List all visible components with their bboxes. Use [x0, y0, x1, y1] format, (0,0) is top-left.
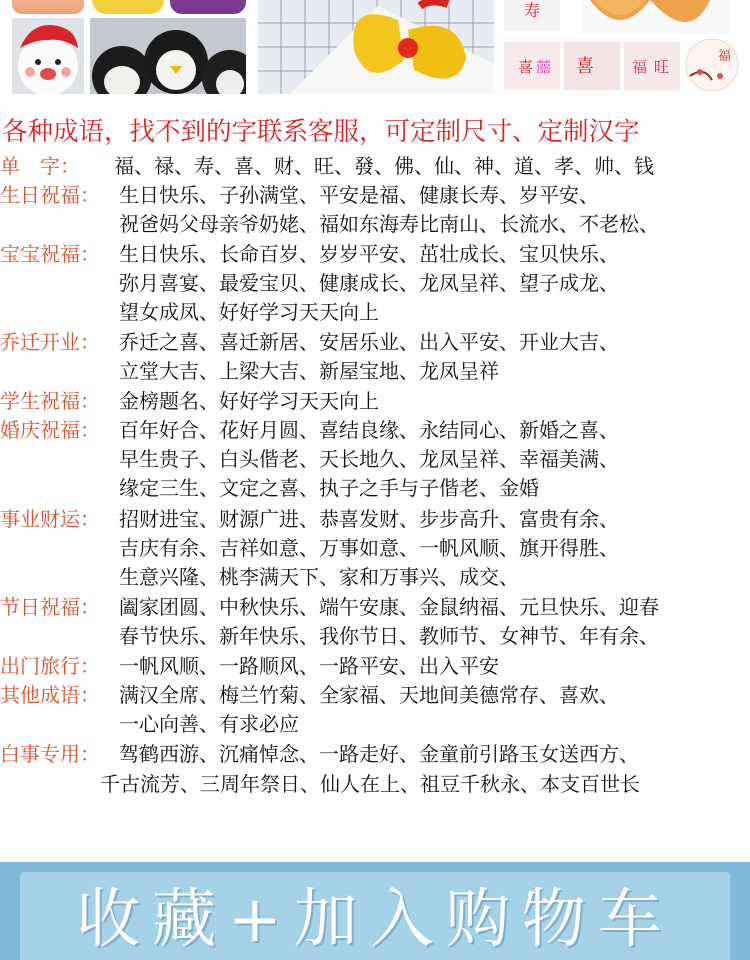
phrase-line: 早生贵子、白头偕老、天长地久、龙凤呈祥、幸福美满、	[119, 447, 619, 471]
phrase-line: 满汉全席、梅兰竹菊、全家福、天地间美德常存、喜欢、	[119, 683, 619, 707]
product-photo-peach-bun	[12, 0, 84, 14]
category-label: 节日祝福：	[0, 595, 100, 619]
product-photo-strip	[0, 0, 750, 96]
phrase-line: 阖家团圆、中秋快乐、端午安康、金鼠纳福、元旦快乐、迎春	[119, 595, 659, 619]
custom-text-headline: 各种成语，找不到的字联系客服，可定制尺寸、定制汉字	[2, 117, 640, 147]
chip-wang: 旺	[654, 58, 670, 76]
svg-text:福: 福	[718, 49, 732, 64]
phrase-line: 立堂大吉、上梁大吉、新屋宝地、龙凤呈祥	[119, 359, 499, 383]
product-photo-bow-bun	[258, 0, 494, 94]
phrase-line: 金榜题名、好好学习天天向上	[119, 389, 379, 413]
phrase-line: 望女成凤、好好学习天天向上	[119, 300, 379, 324]
category-label: 婚庆祝福：	[0, 418, 100, 442]
phrase-line: 乔迁之喜、喜迁新居、安居乐业、出入平安、开业大吉、	[119, 330, 619, 354]
chip-fu: 福	[632, 58, 648, 76]
product-photo-shou-stamp	[504, 0, 560, 30]
shou-character-art: 寿	[523, 1, 541, 20]
category-label: 事业财运：	[0, 507, 100, 531]
phrase-line: 一帆风顺、一路顺风、一路平安、出入平安	[119, 654, 499, 678]
phrase-line: 生日快乐、子孙满堂、平安是福、健康长寿、岁平安、	[119, 183, 599, 207]
phrase-line: 千古流芳、三周年祭日、仙人在上、祖豆千秋永、本支百世长	[100, 772, 640, 796]
phrase-line: 福、禄、寿、喜、财、旺、發、佛、仙、神、道、孝、帅、钱	[114, 154, 654, 178]
phrase-line: 缘定三生、文定之喜、执子之手与子偕老、金婚	[119, 476, 539, 500]
phrase-line: 招财进宝、财源广进、恭喜发财、步步高升、富贵有余、	[119, 507, 619, 531]
phrase-line: 百年好合、花好月圆、喜结良缘、永结同心、新婚之喜、	[119, 418, 619, 442]
category-label: 宝宝祝福：	[0, 242, 100, 266]
favorite-cart-label[interactable]: 收藏+加入购物车	[76, 883, 674, 957]
phrase-line: 春节快乐、新年快乐、我你节日、教师节、女神节、年有余、	[119, 624, 659, 648]
chip-shuangxi: 囍	[536, 58, 552, 76]
product-photo-yellow-bun	[92, 0, 164, 14]
phrase-line: 一心向善、有求必应	[119, 712, 299, 736]
product-photo-character-chips	[504, 38, 680, 94]
phrase-line: 生意兴隆、桃李满天下、家和万事兴、成交、	[119, 565, 519, 589]
chip-xi-1: 喜	[518, 58, 534, 76]
product-photo-bear-bun	[12, 18, 84, 94]
product-photo-fu-bun	[684, 36, 740, 94]
phrase-line: 吉庆有余、吉祥如意、万事如意、一帆风顺、旗开得胜、	[119, 536, 619, 560]
category-label: 学生祝福：	[0, 389, 100, 413]
phrase-line: 弥月喜宴、最爱宝贝、健康成长、龙凤呈祥、望子成龙、	[119, 271, 619, 295]
favorite-cart-banner[interactable]	[0, 862, 750, 960]
product-photo-purple-bun	[170, 0, 246, 14]
category-label: 单 字：	[0, 154, 80, 178]
category-label: 乔迁开业：	[0, 330, 100, 354]
banner-panel	[20, 872, 730, 960]
category-label: 其他成语：	[0, 683, 100, 707]
chip-xi-2: 喜	[576, 56, 594, 77]
phrase-line: 生日快乐、长命百岁、岁岁平安、茁壮成长、宝贝快乐、	[119, 242, 619, 266]
category-label: 白事专用：	[0, 742, 100, 766]
product-photo-penguin-buns	[90, 18, 246, 94]
phrase-line: 祝爸妈父母亲爷奶姥、福如东海寿比南山、长流水、不老松、	[119, 212, 659, 236]
product-photo-orange-buns	[580, 0, 730, 34]
category-label: 出门旅行：	[0, 654, 100, 678]
phrase-line: 驾鹤西游、沉痛悼念、一路走好、金童前引路玉女送西方、	[119, 742, 639, 766]
category-label: 生日祝福：	[0, 183, 100, 207]
